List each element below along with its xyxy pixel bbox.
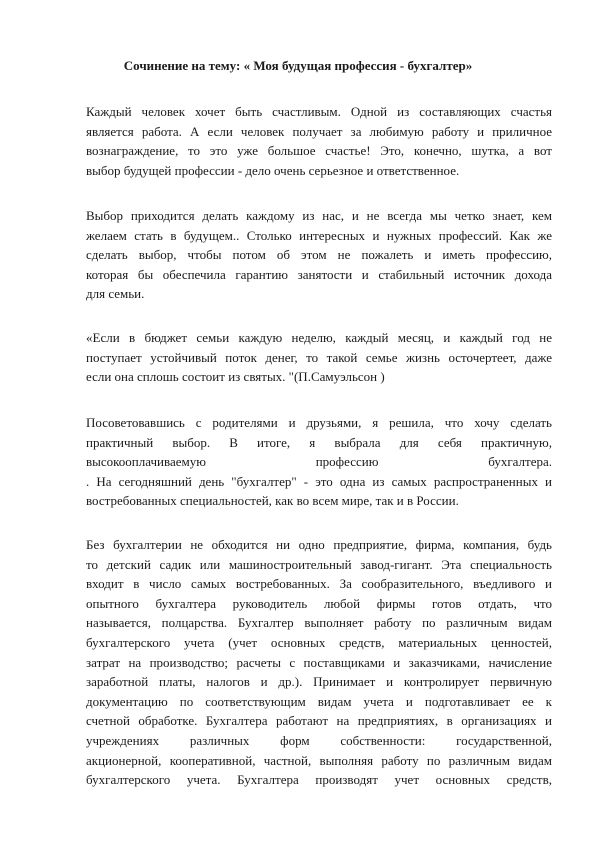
paragraph-line: то детский садик или машиностроительный завод-гигант. Эта специальность [86, 556, 552, 572]
paragraph-line: если она сплошь состоит из святых. "(П.Самуэльсон ) [86, 369, 385, 385]
paragraph-line: бухгалтерского учета (учет основных средств, материальных ценностей, [86, 634, 552, 650]
paragraph-line: . На сегодняшний день "бухгалтер" - это одна из самых распространенных и [86, 473, 552, 489]
paragraph-5 [86, 535, 552, 790]
paragraph-line: бухгалтерского учета. Бухгалтера производят учет основных средств, [86, 772, 552, 788]
paragraph-line: опытного бухгалтера руководитель любой фирмы готов отдать, что [86, 595, 552, 611]
paragraph-4 [86, 413, 552, 511]
paragraph-line: документацию по соответствующим видам учета и подготавливает ее к [86, 693, 552, 709]
paragraph-line: «Если в бюджет семьи каждую неделю, каждый месяц, и каждый год не [86, 330, 552, 345]
paragraph-line: является работа. А если человек получает за любимую работу и приличное [86, 123, 552, 139]
document-title: Сочинение на тему: « Моя будущая профессия - бухгалтер» [123, 58, 473, 73]
paragraph-line: востребованных специальностей, как во всем мире, так и в России. [86, 493, 459, 509]
paragraph-line: акционерной, кооперативной, частной, выполняя работу по различным видам [86, 752, 552, 768]
paragraph-line: заработной платы, налогов и др.). Принимает и контролирует первичную [86, 674, 552, 690]
paragraph-line: сделать выбор, чтобы потом об этом не пожалеть и иметь профессию, [86, 247, 552, 263]
paragraph-line: Без бухгалтерии не обходится ни одно предприятие, фирма, компания, будь [86, 537, 552, 552]
paragraph-line: которая бы обеспечила гарантию занятости и стабильный источник дохода [86, 266, 552, 282]
paragraph-line: затрат на производство; расчеты с поставщиками и заказчиками, начисление [86, 654, 552, 670]
paragraph-line: Выбор приходится делать каждому из нас, и не всегда мы четко знает, кем [86, 208, 552, 223]
paragraph-line: называется, полцарства. Бухгалтер выполняет работу по различным видам [86, 615, 552, 631]
paragraph-line: для семьи. [86, 286, 145, 302]
paragraph-line: практичный выбор. В итоге, я выбрала для себя практичную, [86, 434, 552, 450]
paragraph-line: желаем стать в будущем.. Столько интересных и нужных профессий. Как же [86, 227, 552, 243]
paragraph-line: поступает устойчивый поток денег, то такой семье жизнь осточертеет, даже [86, 349, 552, 365]
paragraph-line: Посоветовавшись с родителями и друзьями, я решила, что хочу сделать [86, 415, 552, 430]
paragraph-line: счетной обработке. Бухгалтера работают на предприятиях, в организациях и [86, 713, 552, 729]
paragraph-line: выбор будущей профессии - дело очень серьезное и ответственное. [86, 162, 460, 178]
paragraph-line: учреждениях различных форм собственности: государственной, [86, 732, 552, 748]
paragraph-1 [86, 102, 552, 180]
paragraph-line: Каждый человек хочет быть счастливым. Одной из составляющих счастья [86, 104, 552, 119]
paragraph-line: вознаграждение, то это уже большое счастье! Это, конечно, шутка, а вот [86, 143, 552, 159]
paragraph-line: высокооплачиваемую профессию бухгалтера. [86, 454, 552, 470]
paragraph-line: входит в число самых востребованных. За сообразительного, въедливого и [86, 576, 552, 592]
paragraph-3-quote [86, 328, 552, 387]
paragraph-2 [86, 206, 552, 304]
